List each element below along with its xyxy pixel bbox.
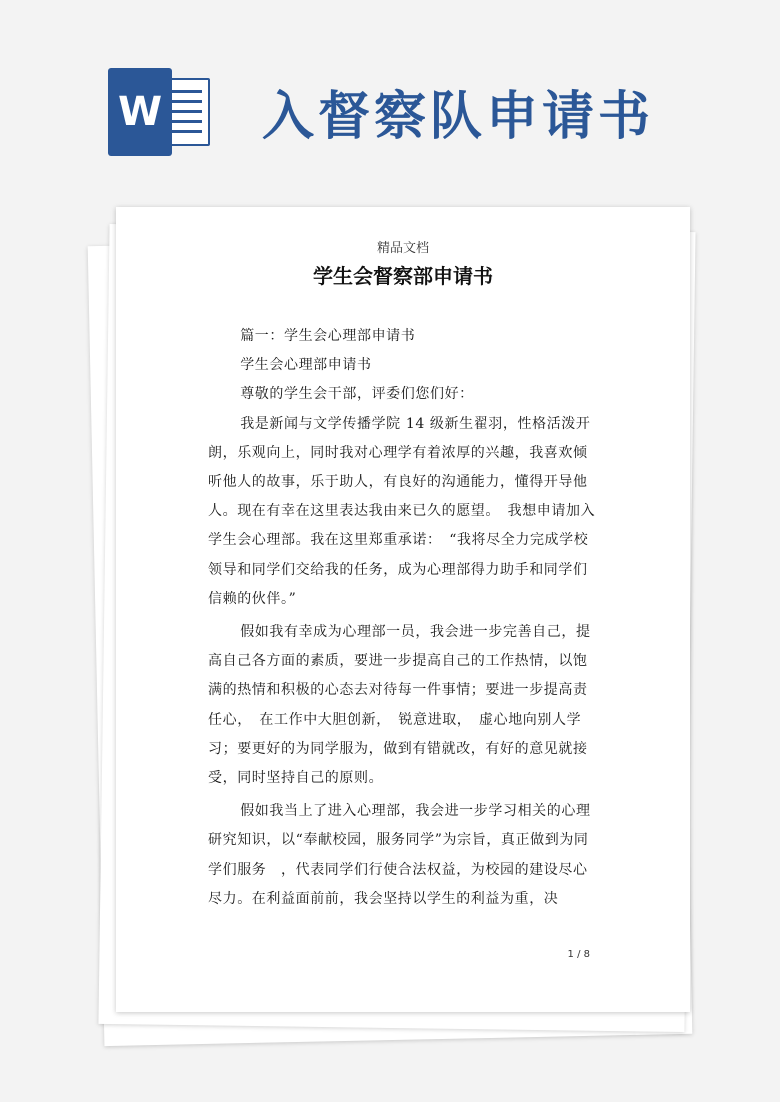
body-paragraph: 学生会心理部申请书 [240,357,372,374]
document-page [116,207,690,1012]
body-paragraph: 假如我有幸成为心理部一员，我会进一步完善自己，提高自己各方面的素质，要进一步提高自己的工作热情，以饱满的热情和积极的心态去对待每一件事情；要进一步提高责任心， 在工作中大胆创新， 锐意进取， 虚心地向别人学习；要更好的为同学服为，做到有错就改，有好的意见就接受，同时坚持自己的原则。 [208,624,591,787]
document-body [208,322,598,914]
body-paragraph: 篇一：学生会心理部申请书 [240,328,416,344]
page-header-label: 精品文档 [376,241,429,256]
word-icon [108,68,210,156]
body-paragraph: 我是新闻与文学传播学院 14 级新生翟羽，性格活泼开朗，乐观向上，同时我对心理学有着浓厚的兴趣，我喜欢倾听他人的故事，乐于助人，有良好的沟通能力，懂得开导他人。现在有幸在这里表达我由来已久的愿望。 我想申请加入学生会心理部。我在这里郑重承诺： “我将尽全力完成学校领导和同学们交给我的任务，成为心理部得力助手和同学们信赖的伙伴。” [208,415,596,607]
document-title: 学生会督察部申请书 [313,264,493,288]
body-paragraph: 尊敬的学生会干部，评委们您们好： [240,386,474,403]
banner-title: 入督察队申请书 [262,87,655,147]
page-number: 1 / 8 [567,949,590,960]
body-paragraph: 假如我当上了进入心理部，我会进一步学习相关的心理研究知识，以“奉献校园，服务同学”为宗旨，真正做到为同学们服务 ，代表同学们行使合法权益，为校园的建设尽心尽力。在利益面前前，我会坚持以学生的利益为重，决 [208,803,591,907]
word-logo-letter: W [108,68,172,156]
banner [0,0,780,190]
